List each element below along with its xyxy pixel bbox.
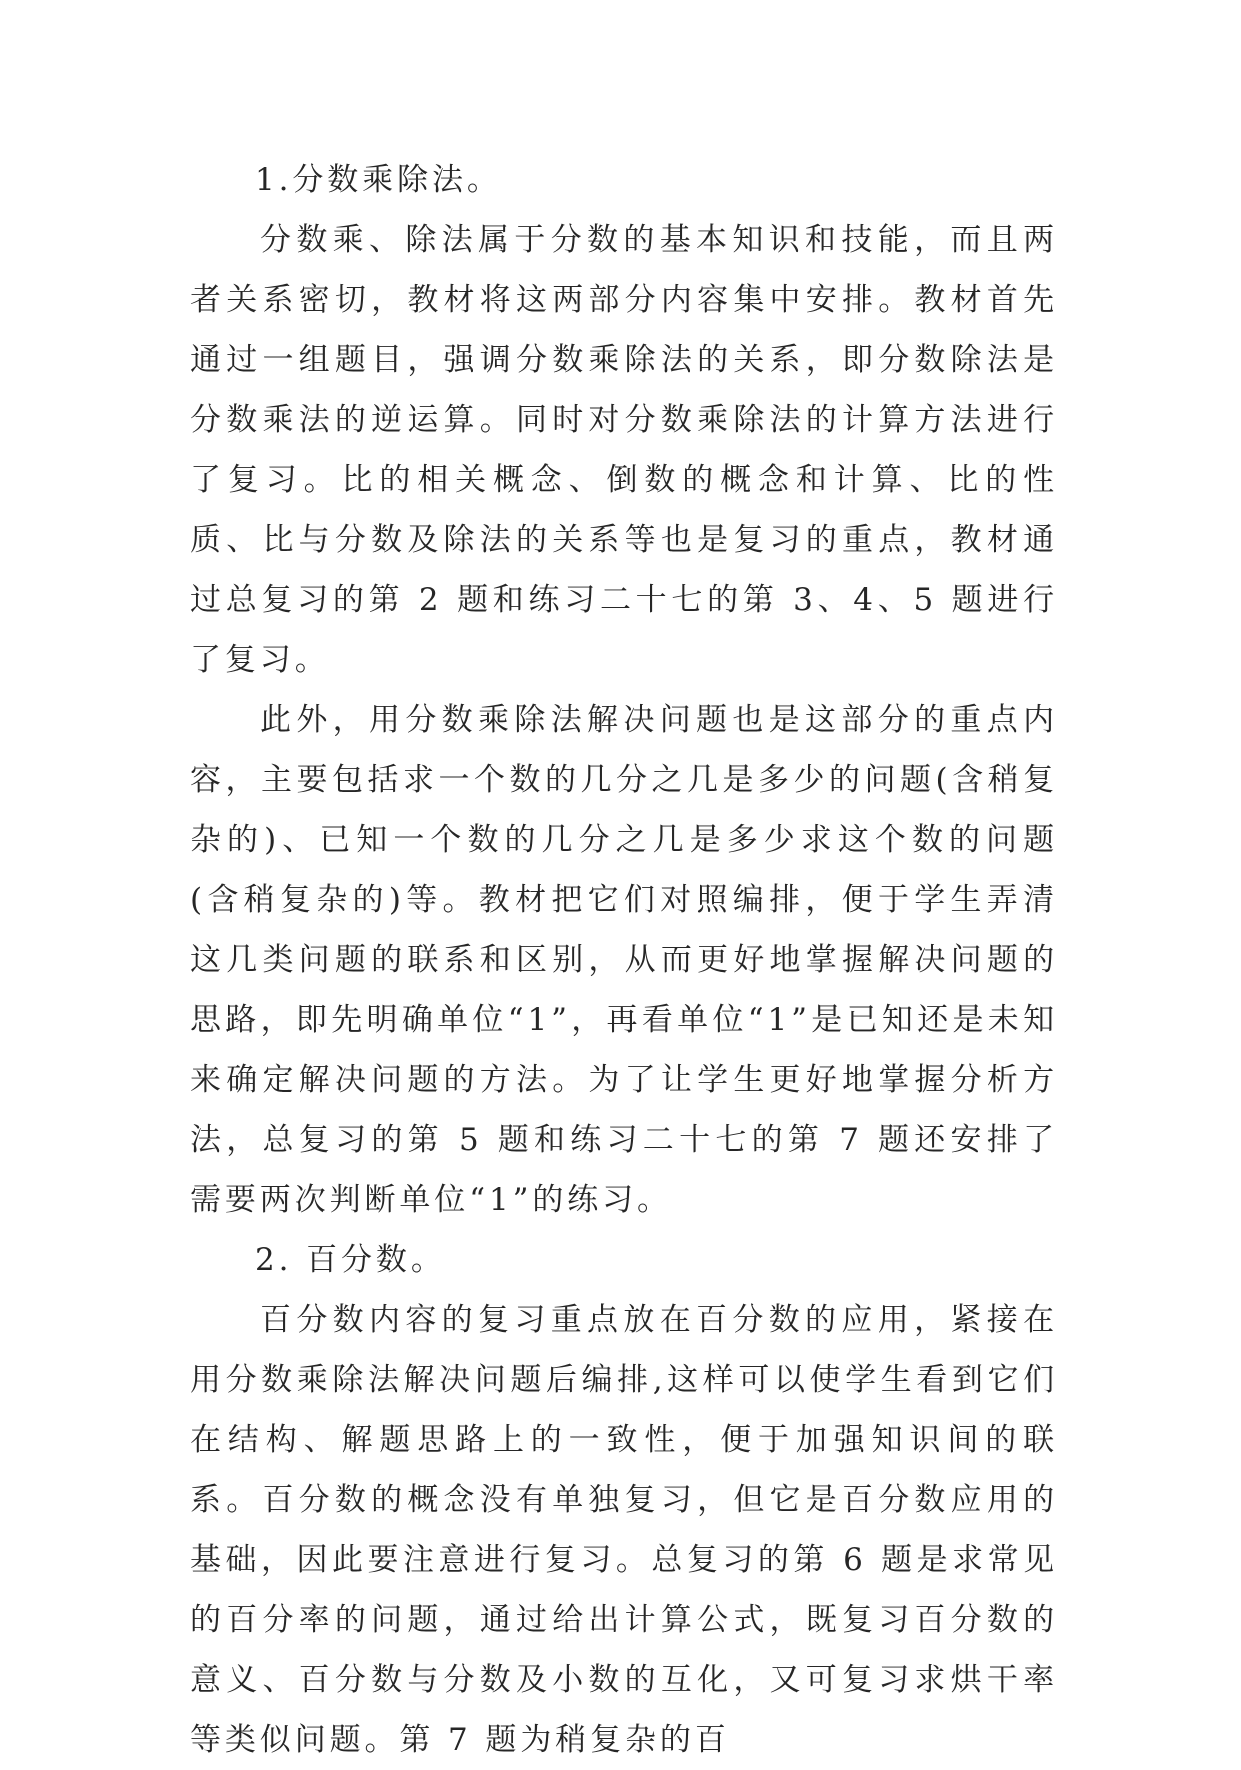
paragraph: 分数乘、除法属于分数的基本知识和技能，而且两者关系密切，教材将这两部分内容集中安排。教材首先通过一组题目，强调分数乘除法的关系，即分数除法是分数乘法的逆运算。同时对分数乘除法的计算方法进行了复习。比的相关概念、倒数的概念和计算、比的性质、比与分数及除法的关系等也是复习的重点，教材通过总复习的第 2 题和练习二十七的第 3、4、5 题进行了复习。	[190, 222, 1058, 678]
paragraph: 此外，用分数乘除法解决问题也是这部分的重点内容，主要包括求一个数的几分之几是多少的问题(含稍复杂的)、已知一个数的几分之几是多少求这个数的问题(含稍复杂的)等。教材把它们对照编排，便于学生弄清这几类问题的联系和区别，从而更好地掌握解决问题的思路，即先明确单位“1”，再看单位“1”是已知还是未知来确定解决问题的方法。为了让学生更好地掌握分析方法，总复习的第 5 题和练习二十七的第 7 题还安排了需要两次判断单位“1”的练习。	[190, 702, 1058, 1218]
section-heading-fraction-multiplication-division: 1.分数乘除法。	[255, 162, 502, 198]
document-body	[190, 150, 1058, 1770]
paragraph: 百分数内容的复习重点放在百分数的应用，紧接在用分数乘除法解决问题后编排,这样可以使学生看到它们在结构、解题思路上的一致性，便于加强知识间的联系。百分数的概念没有单独复习，但它是百分数应用的基础，因此要注意进行复习。总复习的第 6 题是求常见的百分率的问题，通过给出计算公式，既复习百分数的意义、百分数与分数及小数的互化，又可复习求烘干率等类似问题。第 7 题为稍复杂的百	[190, 1302, 1058, 1758]
section-heading-percentage: 2. 百分数。	[255, 1242, 446, 1278]
